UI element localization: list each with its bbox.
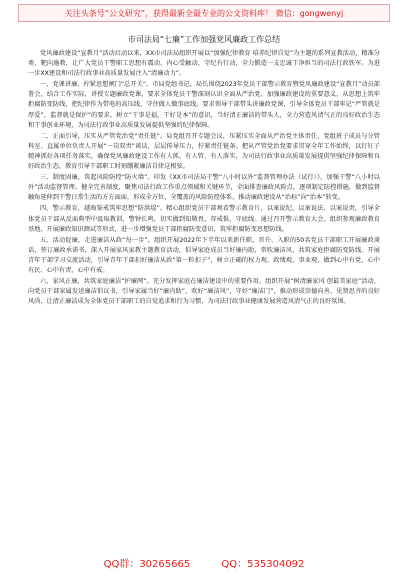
qq-number-text: QQ：535304092 xyxy=(221,559,305,570)
paragraph-section-5: 五、活动促廉，走进廉洁从政“每一步”。组织开展2022年下半年以来新任职、晋升、入职的50名党员干部职工开展廉政谈话，签订廉政承诺书，深入开展家风家教主题教育活动，倡导家庭成员当好廉内助，常吹廉洁风，共筑家庭拒腐防变防线。开展青年干部学习交流活动，引导青年干部扣好廉洁从政“第一粒扣子”，树立正确的权力观、政绩观、事业观，做到心中有党、心中有民、心中有责、心中有戒。 xyxy=(28,236,380,274)
paragraph-section-6: 六、家风正廉，共筑家庭廉洁“护廉网”。充分发挥家庭在廉洁建设中的重要作用，组织开展“树清廉家风 创最美家庭”活动，向党员干部家属发送廉洁倡议书，引导家属当好“廉内助”，吹好“廉洁风”，守好“廉洁门”，推动形成崇德向善、见贤思齐的良好风尚，让清正廉洁成为全体党员干部职工的自觉追求和行为习惯，为司法行政事业健康发展营造风清气正的良好氛围。 xyxy=(28,278,380,306)
paragraph-intro: 党风廉政建设“宣教月”活动启动以来，XX市司法局组织开展以“加强纪律教育 培养纪律自觉”为主题的系列宣教活动，精准分类、靶向施教，让广大党员干警职工思想有震动、内心受触动、守纪有行动，全力锻造一支忠诚干净担当的司法行政铁军。为进一步XX建设和司法行政事业高质量发展注入“清廉动力”。 xyxy=(28,50,380,78)
paragraph-section-2: 二、正面引导，压实从严管党治党“责任链”。局党组召开专题会议，压紧压实全面从严治党主体责任，党组班子成员与分管科室、直属单位负责人开展“一岗双责”谈话，层层传导压力，拧紧责任链条。把从严管党治党要求贯穿全年工作始终，以钉钉子精神抓好各项任务落实，确保党风廉政建设工作有人抓、有人管、有人落实，为司法行政事业高质量发展提供坚强纪律保障和良好政治生态，教育引导干部职工时刻绷紧廉洁自律这根弦。 xyxy=(28,132,380,171)
document-body xyxy=(28,49,380,308)
promo-banner-text: 关注头条号“公文研究”，获得最新全最专业的公文资料库！ 微信：gongwenyj xyxy=(64,8,344,18)
paragraph-section-1: 一、党课讲廉，拧紧思想闸门“总开关”。市局党组书记、局长围绕2023年党员干部警示教育暨党风廉政建设“宣教月”动员部署会，结合工作实际，讲授专题廉政党课，要求全体党员干警深刻认识全面从严治党、加强廉政建设的重要意义，从思想上筑牢拒腐防变防线，把纪律作为带电的高压线，守住做人做事底线。要求领导干部带头讲廉政党课，引导全体党员干部牢记“严管就是厚爱”，监督就是保护”的要求，树立“干事是福，干好是本”的意识，当好清正廉洁的带头人，全力营造风清气正的良好政治生态和干事创业环境，为司法行政事业高质量发展提供坚强的纪律保障。 xyxy=(28,81,380,129)
paragraph-section-4: 四、警示教育，越晦鉴戒筑牢思想“防洪堤”。精心组织党员干部观看警示教育片，以案说纪、以案说法、以案说责，引导全体党员干部从反面典型中汲取教训、警钟长鸣，切实做到知敬畏、存戒惧、守底线。通过召开警示教育大会、组织参观廉政教育基地、开展廉政知识测试等形式，进一步增强党员干部拒腐防变意识，筑牢拒腐防变思想防线。 xyxy=(28,205,380,233)
promo-banner xyxy=(18,4,390,22)
paragraph-section-3: 三、制度固廉，筑起风险防控“防火墙”。印发《XX市司法局干警“八小时以外”监督管理办法（试行）》，加强干警“八小时以外”活动监督管理。健全完善制度，聚焦司法行政工作重点领域和关键环节，全面排查廉政风险点，逐项制定防控措施，做到监督触角延伸到干警日常生活的方方面面，形成全方位、全覆盖的风险防控体系，推动廉政建设从“治标”向“治本”转变。 xyxy=(28,174,380,202)
contact-footer xyxy=(0,555,408,570)
qq-group-text: QQ群：30265665 xyxy=(103,559,191,570)
document-title: 市司法局“七廉”工作加强党风廉政工作总结 xyxy=(127,35,281,44)
